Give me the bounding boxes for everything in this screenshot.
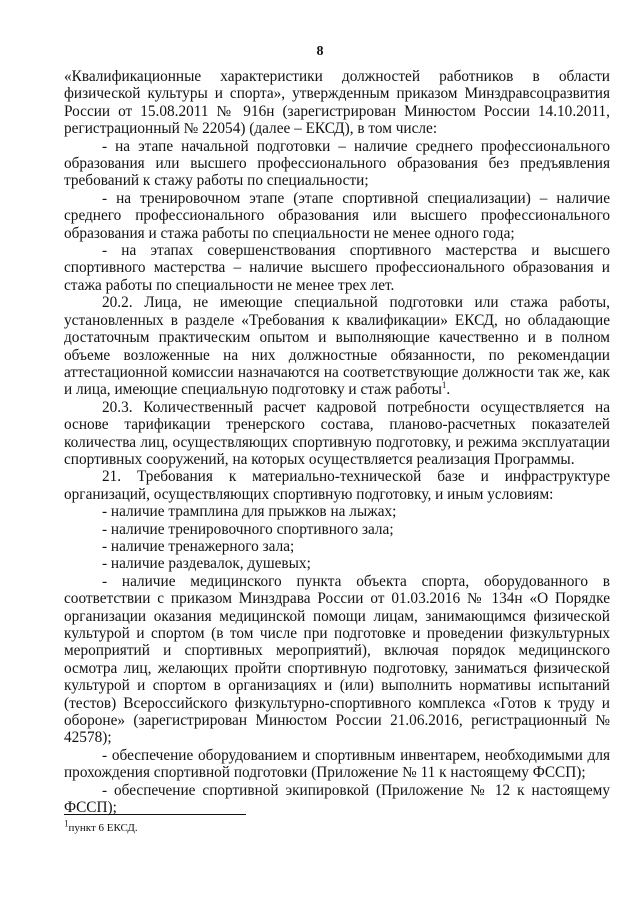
list-item (64, 573, 610, 747)
paragraph-text: - обеспечение спортивной экипировкой (Приложение № 12 к настоящему ФССП); (64, 781, 610, 817)
paragraph-text: - наличие трамплина для прыжков на лыжах; (102, 503, 397, 521)
paragraph-text: - наличие раздевалок, душевых; (102, 555, 311, 573)
paragraph-text: - наличие медицинского пункта объекта спорта, оборудованного в соответствии с приказом Минздрава России от 01.03.2016 № 134н «О Порядке организации оказания медицинской помощи лицам, занимающимся физической культурой и спортом (в том числе при подготовке и проведении физкультурных мероприятий и спортивных мероприятий), включая порядок медицинского осмотра лиц, желающих пройти спортивную подготовку, заниматься физической культурой и спортом в организациях и (или) выполнить нормативы испытаний (тестов) Всероссийского физкультурно-спортивного комплекса «Готов к труду и обороне» (зарегистрирован Минюстом России 21.06.2016, регистрационный № 42578); (64, 572, 610, 747)
paragraph-text: - наличие тренировочного спортивного зала; (102, 520, 394, 538)
footnote-ref: 1 (441, 380, 447, 391)
list-item (64, 782, 610, 817)
footnote-text: пункт 6 ЕКСД. (68, 822, 138, 834)
paragraph (64, 399, 610, 469)
paragraph-text: - на тренировочном этапе (этапе спортивной специализации) – наличие среднего профессионального образования или высшего профессионального образования и стажа работы по специальности не менее одного года; (64, 189, 610, 242)
document-body (64, 68, 610, 816)
list-item (64, 138, 610, 190)
list-item (64, 503, 610, 520)
footnote (64, 818, 138, 835)
paragraph-text: «Квалификационные характеристики должностей работников в области физической культуры и спорта», утвержденным приказом Минздравсоцразвития России от 15.08.2011 № 916н (зарегистрирован Минюстом России 14.10.2011, регистрационный № 22054) (далее – ЕКСД), в том числе: (64, 68, 610, 138)
list-item (64, 747, 610, 782)
paragraph: 20.2. Лица, не имеющие специальной подготовки или стажа работы, установленных в разделе «Требования к квалификации» ЕКСД, но обладающие достаточным практическим опытом и выполняющие качественно и в полном объеме возложенные на них должностные обязанности, по рекомендации аттестационной комиссии назначаются на соответствующие должности так же, как и лица, имеющие специальную подготовку и стаж работы$^1$. (64, 294, 610, 399)
list-item (64, 242, 610, 294)
list-item (64, 555, 610, 572)
list-item (64, 538, 610, 555)
footnote-divider (64, 814, 246, 815)
list-item (64, 190, 610, 242)
paragraph-text: 21. Требования к материально-технической базе и инфраструктуре организаций, осуществляющих спортивную подготовку, и иным условиям: (64, 468, 610, 503)
paragraph-text: - наличие тренажерного зала; (102, 537, 295, 555)
paragraph (64, 468, 610, 503)
list-item (64, 521, 610, 538)
paragraph-text: - на этапе начальной подготовки – наличие среднего профессионального образования или высшего профессионального образования без предъявления требований к стажу работы по специальности; (64, 137, 610, 190)
footnote-mark: 1 (64, 818, 69, 829)
paragraph (64, 68, 610, 138)
paragraph-text: 20.3. Количественный расчет кадровой потребности осуществляется на основе тарификации тренерского состава, планово-расчетных показателей количества лиц, осуществляющих спортивную подготовку, и режима эксплуатации спортивных сооружений, на которых осуществляется реализация Программы. (64, 398, 610, 468)
page-number: 8 (316, 44, 324, 59)
paragraph-text: - обеспечение оборудованием и спортивным инвентарем, необходимыми для прохождения спортивной подготовки (Приложение № 11 к настоящему ФССП); (64, 746, 610, 782)
paragraph-text: 20.2. Лица, не имеющие специальной подготовки или стажа работы, установленных в разделе «Требования к квалификации» ЕКСД, но обладающие достаточным практическим опытом и выполняющие качественно и в полном объеме возложенные на них должностные обязанности, по рекомендации аттестационной комиссии назначаются на соответствующие должности так же, как и лица, имеющие специальную подготовку и стаж работы (64, 294, 610, 399)
paragraph-text: - на этапах совершенствования спортивного мастерства и высшего спортивного мастерства – наличие высшего профессионального образования и стажа работы по специальности не менее трех лет. (64, 242, 610, 294)
